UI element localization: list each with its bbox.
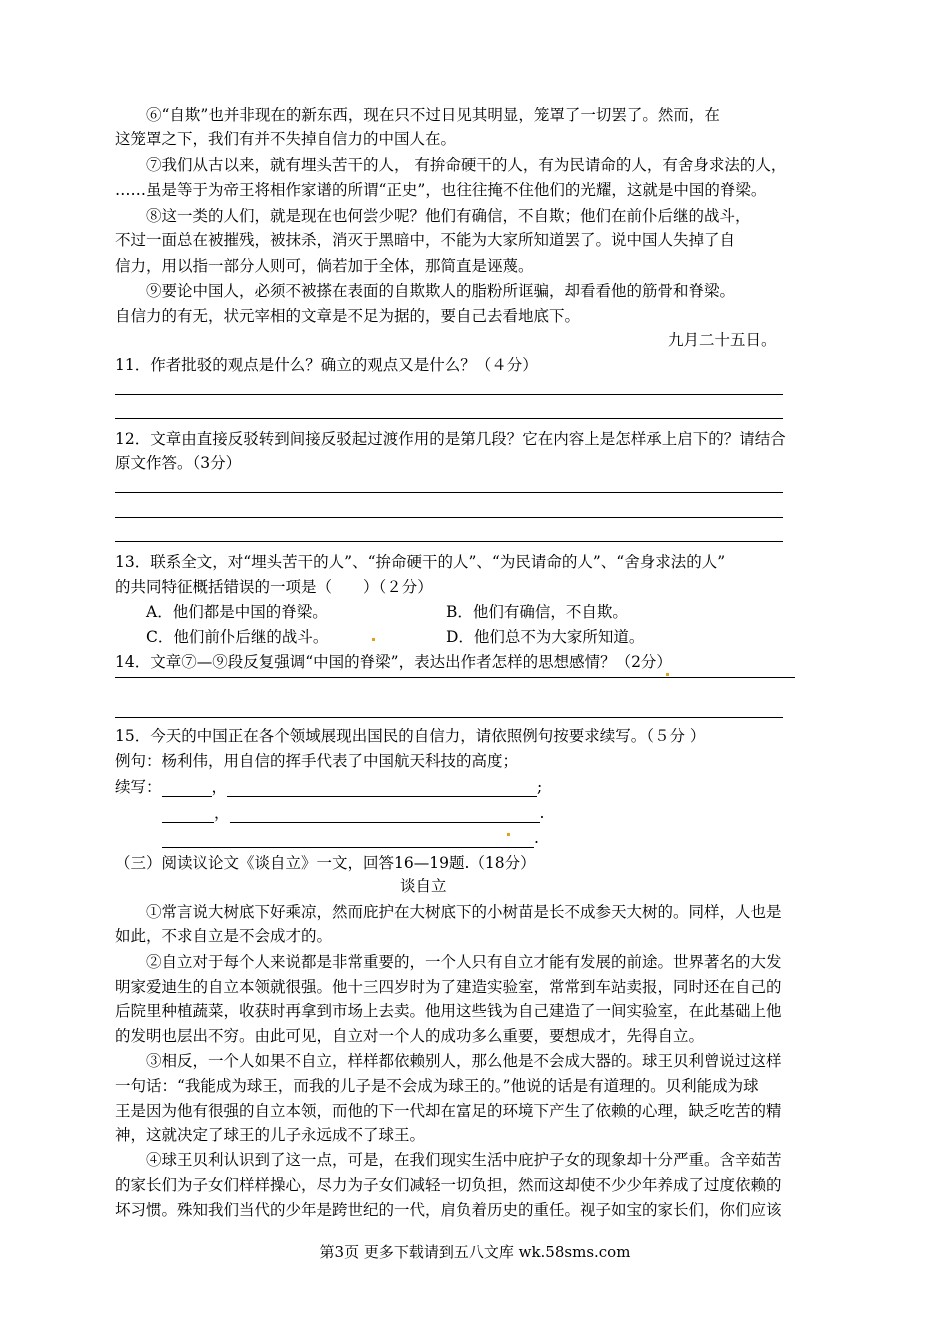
continue-row-2 (162, 803, 544, 823)
answer-line-11b (115, 418, 783, 419)
essay-p1-line-2: 如此，不求自立是不会成才的。 (115, 927, 333, 945)
question-15: 15．今天的中国正在各个领域展现出国民的自信力，请依照例句按要求续写。（５分 ） (115, 727, 706, 745)
essay-p2-line-4: 的发明也层出不穷。由此可见，自立对一个人的成功多么重要，要想成才，先得自立。 (115, 1027, 705, 1045)
answer-line-14b (115, 717, 783, 718)
question-13-line-1: 13．联系全文，对“埋头苦干的人”、“拚命硬干的人”、“为民请命的人”、“舍身求法的人” (115, 553, 726, 571)
answer-line-11a (115, 394, 783, 395)
blank-full-3[interactable] (162, 831, 534, 848)
essay-p2-line-1: ②自立对于每个人来说都是非常重要的，一个人只有自立才能有发展的前途。世界著名的大发 (146, 953, 782, 971)
continue-row-3 (162, 828, 539, 848)
comma: ， (214, 804, 230, 822)
essay-p2-line-2: 明家爱迪生的自立本领就很强。他十三四岁时为了建造实验室，常常到车站卖报，同时还在自己的 (115, 978, 782, 996)
option-d: D．他们总不为大家所知道。 (446, 628, 645, 646)
continue-label: 续写： (115, 778, 162, 796)
question-14: 14．文章⑦—⑨段反复强调“中国的脊梁”，表达出作者怎样的思想感情？（2分） (115, 653, 672, 671)
blank-name-1[interactable] (162, 780, 212, 797)
essay-p3-line-3: 王是因为他有很强的自立本领，而他的下一代却在富足的环境下产生了依赖的心理，缺乏吃苦的精 (115, 1102, 782, 1120)
essay-p3-line-1: ③相反，一个人如果不自立，样样都依赖别人，那么他是不会成大器的。球王贝利曾说过这样 (146, 1052, 782, 1070)
option-a: A．他们都是中国的脊梁。 (146, 603, 328, 621)
question-12-line-2: 原文作答。（3分） (115, 454, 242, 472)
essay-p4-line-2: 的家长们为子女们样样操心，尽力为子女们减轻一切负担，然而这却使不少少年养成了过度依赖的 (115, 1176, 782, 1194)
page-footer: 第3页 更多下载请到五八文库 wk.58sms.com (319, 1243, 631, 1261)
paragraph-8-line-2: 不过一面总在被摧残，被抹杀，消灭于黑暗中，不能为大家所知道罢了。说中国人失掉了自 (115, 231, 736, 249)
paragraph-9-line-1: ⑨要论中国人，必须不被搽在表面的自欺欺人的脂粉所诓骗，却看看他的筋骨和脊梁。 (146, 282, 736, 300)
stray-mark (507, 833, 510, 836)
paragraph-7-line-1: ⑦我们从古以来，就有埋头苦干的人， 有拚命硬干的人，有为民请命的人，有舍身求法的人， (146, 156, 787, 174)
semicolon: ; (537, 778, 543, 796)
essay-p4-line-3: 坏习惯。殊知我们当代的少年是跨世纪的一代，肩负着历史的重任。视子如宝的家长们，你们应该 (115, 1201, 782, 1219)
answer-line-12a (115, 492, 783, 493)
essay-p3-line-4: 神，这就决定了球王的儿子永远成不了球王。 (115, 1126, 426, 1144)
question-11: 11．作者批驳的观点是什么？确立的观点又是什么？（４分） (115, 356, 538, 374)
answer-line-12b (115, 517, 783, 518)
paragraph-8-line-1: ⑧这一类的人们，就是现在也何尝少呢？他们有确信，不自欺；他们在前仆后继的战斗， (146, 207, 751, 225)
section-3-heading: （三）阅读议论文《谈自立》一文，回答16—19题.（18分） (115, 854, 536, 872)
paragraph-9-line-2: 自信力的有无，状元宰相的文章是不足为据的，要自己去看地底下。 (115, 307, 581, 325)
blank-deed-1[interactable] (227, 780, 537, 797)
paragraph-8-line-3: 信力，用以指一部分人则可，倘若加于全体，那简直是诬蔑。 (115, 257, 534, 275)
paragraph-7-line-2: ……虽是等于为帝王将相作家谱的所谓“正史”，也往往掩不住他们的光耀，这就是中国的脊梁。 (115, 181, 767, 199)
example-sentence: 例句：杨利伟，用自信的挥手代表了中国航天科技的高度； (115, 752, 519, 770)
date-line: 九月二十五日。 (668, 331, 777, 349)
paragraph-6-line-1: ⑥“自欺”也并非现在的新东西，现在只不过日见其明显，笼罩了一切罢了。然而，在 (146, 106, 720, 124)
blank-name-2[interactable] (162, 806, 214, 823)
continue-row-1 (115, 777, 542, 797)
answer-line-14a (115, 677, 795, 678)
question-12-line-1: 12．文章由直接反驳转到间接反驳起过渡作用的是第几段？它在内容上是怎样承上启下的？请结合 (115, 430, 786, 448)
comma: ， (211, 778, 228, 796)
essay-p1-line-1: ①常言说大树底下好乘凉，然而庇护在大树底下的小树苗是长不成参天大树的。同样，人也是 (146, 903, 782, 921)
paragraph-6-line-2: 这笼罩之下，我们有并不失掉自信力的中国人在。 (115, 130, 457, 148)
option-b: B．他们有确信，不自欺。 (446, 603, 628, 621)
period: . (534, 829, 539, 847)
stray-mark (666, 673, 669, 676)
stray-mark (372, 638, 375, 641)
essay-title: 谈自立 (400, 877, 447, 895)
period: . (539, 804, 545, 822)
question-13-line-2: 的共同特征概括错误的一项是（ ）（２分） (115, 578, 433, 596)
answer-line-12c (115, 541, 783, 542)
essay-p2-line-3: 后院里种植蔬菜，收获时再拿到市场上去卖。他用这些钱为自己建造了一间实验室，在此基础上他 (115, 1002, 782, 1020)
essay-p3-line-2: 一句话：“我能成为球王，而我的儿子是不会成为球王的。”他说的话是有道理的。贝利能成为球 (115, 1077, 759, 1095)
blank-deed-2[interactable] (230, 806, 540, 823)
essay-p4-line-1: ④球王贝利认识到了这一点，可是，在我们现实生活中庇护子女的现象却十分严重。含辛茹苦 (146, 1151, 782, 1169)
option-c: C．他们前仆后继的战斗。 (146, 628, 329, 646)
